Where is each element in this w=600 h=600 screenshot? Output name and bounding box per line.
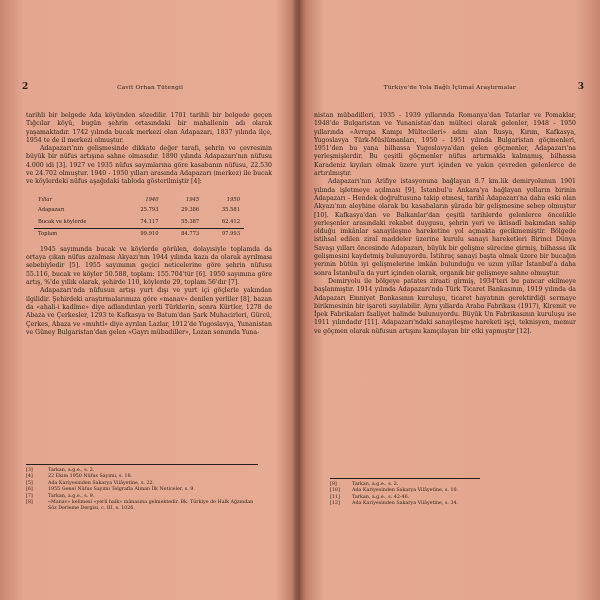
right-head-title: Türkiye'de Yola Bağlı İçtimaî Araştırmalar xyxy=(383,85,516,91)
table-total-row: Toplam 99.910 84.773 97.993 xyxy=(34,228,244,240)
table-row: Bucak ve köylerde 74.117 55.387 62.412 xyxy=(38,218,240,225)
footnote: [12] Ada Kariyesinden Sakarya Vilâyetine, s. 34. xyxy=(330,501,459,507)
left-page-number: 2 xyxy=(22,82,29,92)
paragraph: 1945 sayımında bucak ve köylerde görülen, dolayısiyle toplamda da ortaya çıkan nüfus azalması Akyazı'nın 1944 yılında kaza da olarak ayrılması sebebiyledir [5]. 1955 sayımının geçici neticelerine göre şehrin nüfusu 55.116, bucak ve köyler 50.588, toplam: 155.704'tür [6]. 1950 sayımına göre artış, %'de yıllık olarak, şehirde 110, köylerde 29, toplam 56'dır [7]. xyxy=(26,245,272,287)
footnote: [7] Tarkan, a.g.e., s. 9. xyxy=(26,493,95,499)
left-running-head xyxy=(22,82,272,92)
left-footnotes xyxy=(26,464,258,513)
footnote: [4] 22 Ekim 1950 Nüfus Sayımı, s. 18. xyxy=(26,474,133,480)
right-footnotes xyxy=(330,478,480,508)
book-gutter xyxy=(292,0,300,600)
population-table xyxy=(34,195,244,240)
table-row: Adapazarı 25.793 29.386 35.581 xyxy=(38,207,240,214)
paragraph: Adapazarı'nda nüfusun artışı yurt dışı ve yurt içi göçlerle yakından ilgilidir. Şehirdeki araştırmalarımıza göre «manav» denilen yerliler [8], bazan da «ahali-i kadîme» diye adlandırılan yerli Türklerin, sonra Kürtler, 1278 de Abaza ve Çerkesler, 1293 te Kafkasya ve Batum'dan Şark Muhacirleri, Gürcü, Çerkes, Abaza ve «muhtl» diye ayrılan Lazlar, 1912'de Yugoslavya, Yunanistan ve Güney Bulgaristan'dan gelen «Gayrı mübadiller», Lozan sonunda Yuna- xyxy=(26,287,272,336)
right-page-body xyxy=(314,112,576,336)
footnote: [10] Ada Kariyesinden Sakarya Vilâyetine, s. 10. xyxy=(330,488,459,494)
left-page-body xyxy=(26,112,272,337)
right-page-number: 3 xyxy=(577,82,584,92)
footnote: [8] «Manav» kelimesi «yerli halk» mânasına gelmektedir. Bk. Türkiye de Halk Ağzından Söz Derleme Dergisi, c. III, s. 1026. xyxy=(26,500,254,512)
paragraph: tarihli bir belgede Ada köyünden sözedilir. 1701 tarihli bir belgede geçen Tığcılar köyü, bugün şehrin ortasındaki bir mahallenin adı olarak yaşamaktadır. 1742 yılında bucak merkezi olan Adapazarı, 1837 yılında ilçe, 1954 te de il merkezi olmuştur. xyxy=(26,112,272,144)
footnote: [11] Tarkan, a.g.e., s. 42-46. xyxy=(330,494,410,500)
paragraph: nistan mübadilleri, 1935 - 1939 yıllarında Romanya'dan Tatarlar ve Pomaklar, 1948'de Bulgaristan ve Yunanistan'dan mülteci olarak gelenler, 1948 - 1950 yıllarında «Avrupa Kampı Mültecileri» adını alan Rusya, Kırım, Kafkasya, Yugoslavya Türk-Müslümanları, 1950 - 1951 yılında Bulgaristan göçmenleri, 1951'den bu yana bilhassa Yugoslavya'dan gelen göçmenler, Adapazarı'na yerleşmişlerdir. Bu çeşitli göçmenler nüfus artırmakla kalmamış, bilhassa Karadeniz kıyıları olmak üzere yurt içinden ve yakın çevreden gelenlerce de artırılmıştır. xyxy=(314,112,576,178)
footnote: [9] Tarkan, a.g.e., s. 2. xyxy=(330,482,399,487)
table-header: 1940 xyxy=(145,196,159,203)
right-running-head xyxy=(322,82,584,92)
paragraph: Adapazarı'nın gelişmesinde dikkate değer tarafı, şehrin ve çevresinin büyük bir nüfus artışına sahne olmasıdır. 1890 yılında Adapazarı'nın nüfusu 4.000 idi [3]. 1927 ve 1935 nüfus sayımlarına göre kasabanın nüfusu, 22.530 ve 24.702 olmuştur. 1940 - 1950 yılları arasında Adapazarı (merkez) ile bucak ve köylerdeki nüfus aşağıdaki tabloda gösterilmiştir [4]: xyxy=(26,145,272,186)
table-header: 1950 xyxy=(226,196,240,203)
footnote: [3] Tarkan, a.g.e., s. 2. xyxy=(26,468,95,473)
footnote: [5] Ada Kariyesinden Sakarya Vilâyetine, s. 22. xyxy=(26,480,155,486)
paragraph: Demiryolu ile bölgeye patates ziraati girmiş, 1934'teri bu pancar ekilmeye başlanmıştır. 1914 yılında Adapazarı'nda Türk Ticaret Bankasının, 1919 yılında da Adapazarı Emniyet Bankasının kuruluşu, ticaret hayatının gerektirdiği sermaye birikmesinin bir işareti sayılabilir. Aynı yıllarda Araba Fabrikası (1917), Kiremit ve İpek Fabrikaları faaliyet halinde bulunuyordu. Büyük Un Fabrikasının kuruluşu ise 1911 yılındadır [11]. Adapazarı'ndaki sanayileşme hareketi işçi, teknisyen, memur ve göçmen olarak nüfusun artışını kamçılayan bir etki yapmıştır [12]. xyxy=(314,277,576,335)
left-head-title: Cavit Orhan Tütengil xyxy=(117,85,184,91)
table-header: 1945 xyxy=(186,196,200,203)
paragraph: Adapazarı'nın Arifiye istasyonuna bağlayan 8.7 km.lik demiryolunun 1901 yılında işletmeye açılması [9], İstanbul'u Ankara'ya bağlayan yolların birinin Adapazarı - Hendek doğrultusuna takip etmesi, tarihî Adapazarı'na daha eski olan Akyazı'nın aleyhine olarak bu kasabaların şûrada bir gelişmesine sebep olmuştur [10]. Kafkasya'dan ve Balkanlar'dan çeşitli tarihlerde gelenlerce öncelikle yerleşenler arasındaki rekabet duygusu, şehrin yeri ve iktisadî bakımdan sahip olduğu imkânlar sanayileşme hareketine yol açmakta gecikmemiştir. Bölgede istihsal edilen ziraî maddeler üzerine kurulu sanayi hareketleri Birinci Dünya Savaşı yılları öncesinde Adapazarı, büyük bir gelişme sürecine girmiş, bilhassa ilk gelişmesini kaydetmiş bulunuyordu. İstihraç sanayi başta olmak üzere bir bucağın yerinin bütün iyi gelişmelerine imkân bulunduğu ve uzun yıllar İstanbul'a daha sonra İstanbul'a da yurt içinden olarak, organik bir gelişmeye sahne olmuştur. xyxy=(314,178,576,277)
footnote: [6] 1955 Genel Nüfus Sayımı Telgrafla Alınan İlk Neticeler, s. 9. xyxy=(26,487,195,493)
table-header: Yıllar xyxy=(38,196,52,203)
